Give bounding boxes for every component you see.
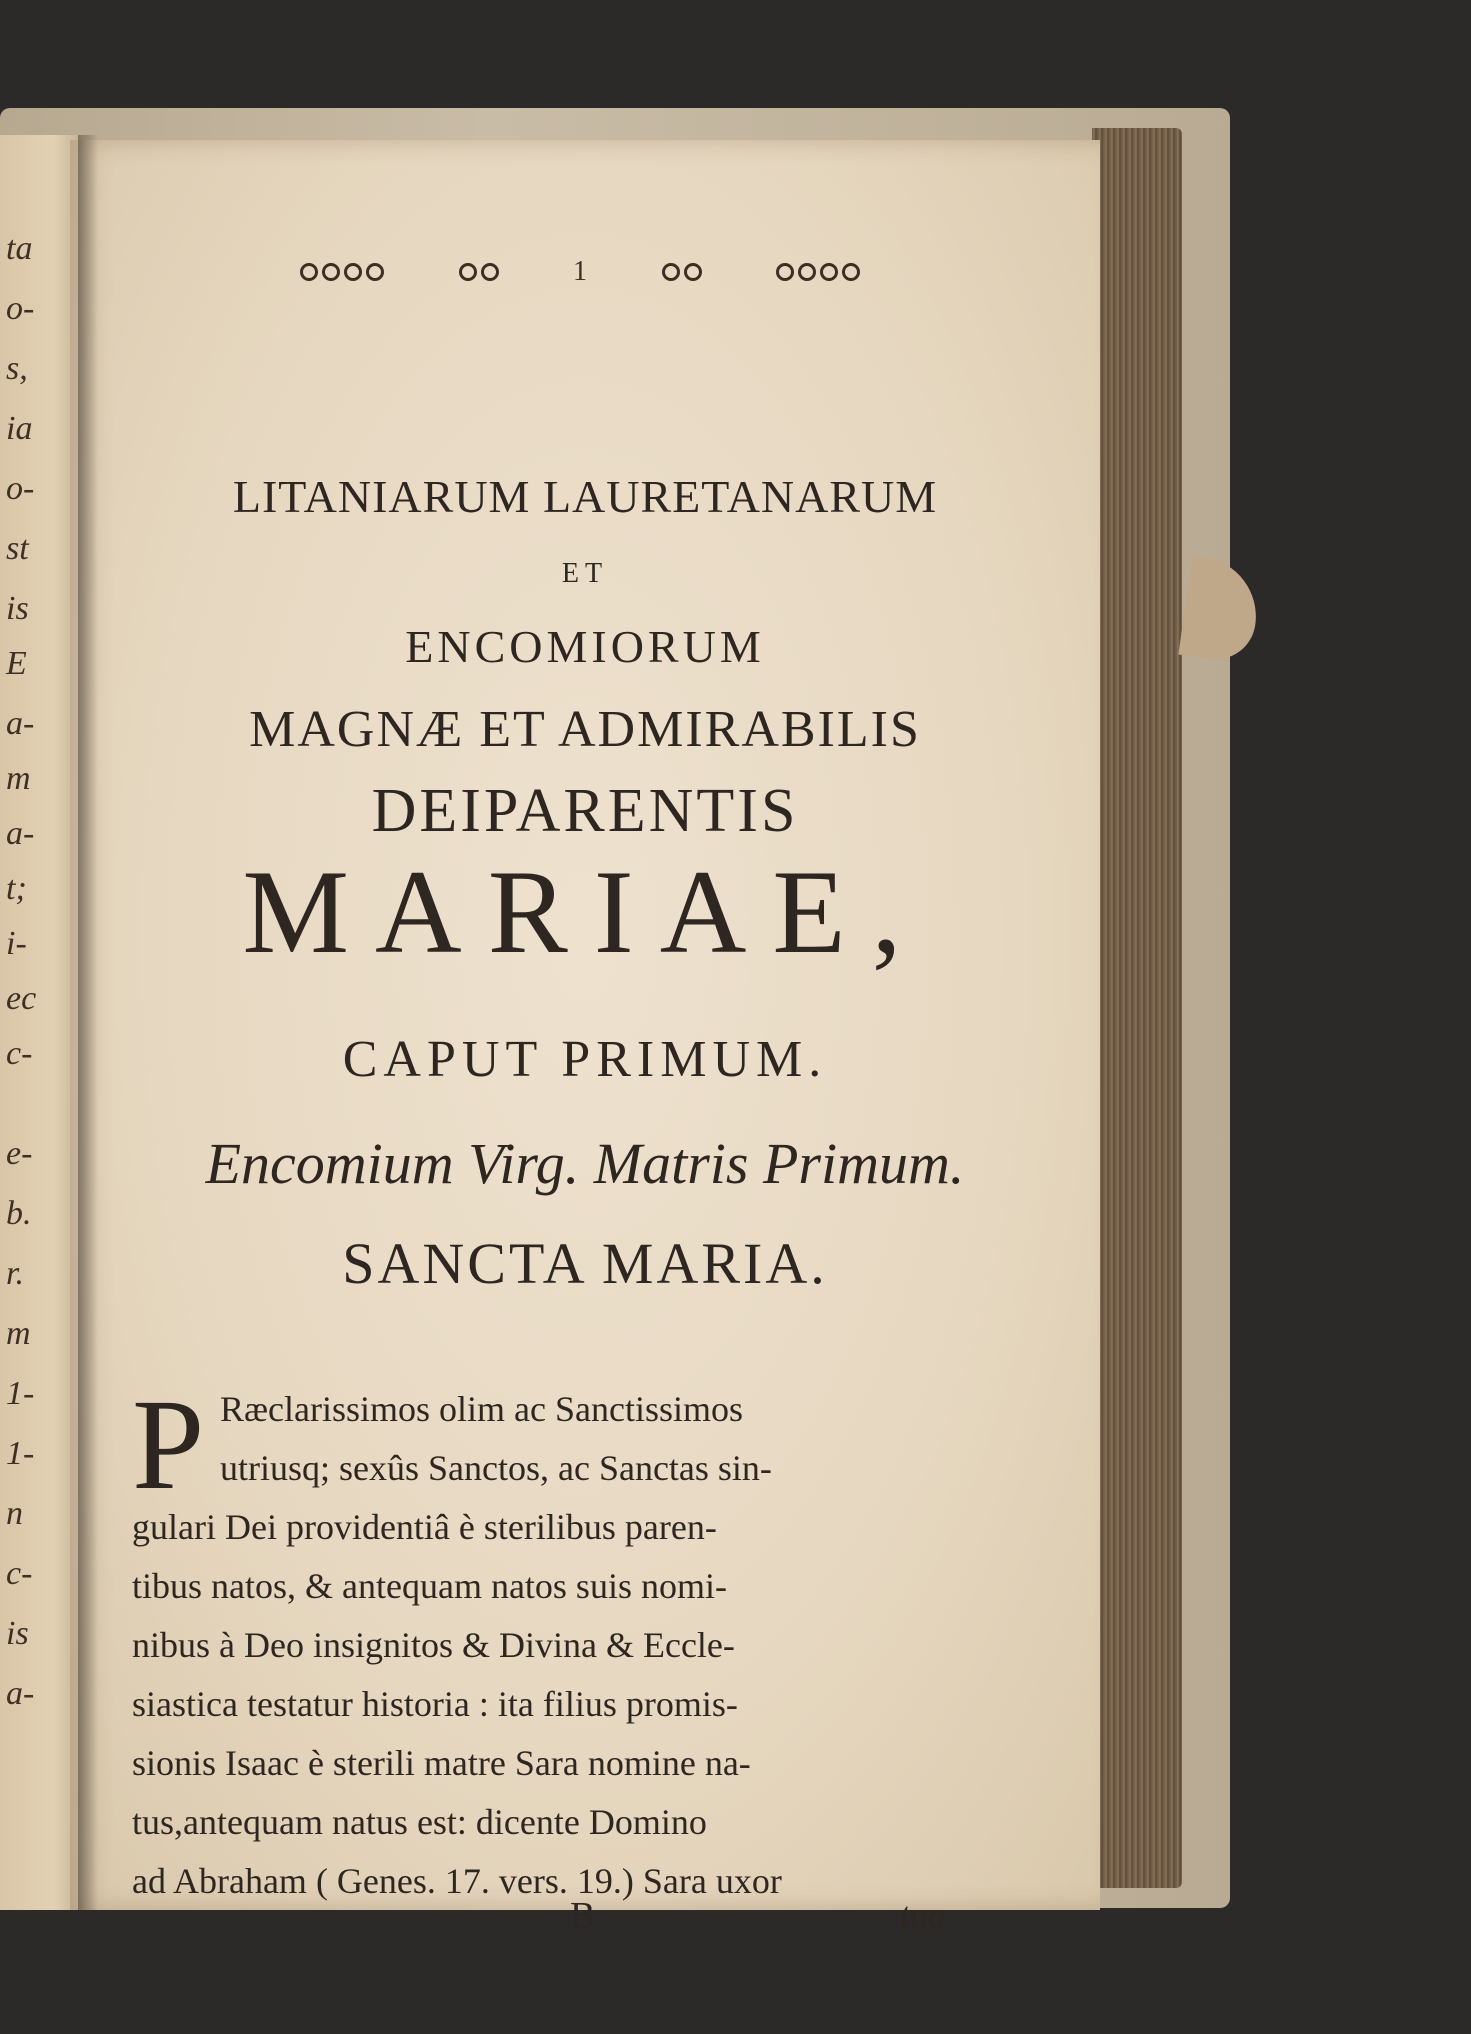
left-fragment: is	[6, 1615, 29, 1652]
body-line: siastica testatur historia : ita filius promis-	[132, 1684, 738, 1724]
headpiece-ornament	[300, 248, 860, 296]
body-line: tibus natos, & antequam natos suis nomi-	[132, 1566, 727, 1606]
body-line: tus,antequam natus est: dicente Domino	[132, 1802, 707, 1842]
title-line: LITANIARUM LAURETANARUM	[232, 471, 938, 522]
left-fragment: ia	[6, 410, 33, 447]
left-fragment: c-	[6, 1035, 33, 1072]
left-fragment: ec	[6, 980, 37, 1017]
left-fragment: a-	[6, 705, 35, 742]
left-fragment: n	[6, 1495, 23, 1532]
left-fragment: is	[6, 590, 29, 627]
fleuron-ornament-icon	[300, 263, 384, 281]
spine-shadow	[78, 135, 98, 1910]
left-fragment: e-	[6, 1135, 33, 1172]
fleuron-ornament-icon	[662, 263, 702, 281]
title-line: ENCOMIORUM	[405, 621, 765, 672]
left-fragment: st	[6, 530, 29, 567]
left-fragment: a-	[6, 815, 35, 852]
left-fragment: o-	[6, 470, 35, 507]
page-edges	[1092, 128, 1182, 1888]
title-main: MARIAE,	[242, 845, 928, 978]
left-fragment: m	[6, 760, 31, 797]
chapter-heading: CAPUT PRIMUM.	[342, 1031, 828, 1088]
body-line: sionis Isaac è sterili matre Sara nomine na-	[132, 1743, 751, 1783]
right-page	[70, 140, 1100, 1937]
left-fragment: s,	[6, 350, 28, 387]
fleuron-ornament-icon	[459, 263, 499, 281]
left-fragment: m	[6, 1315, 31, 1352]
body-line: Ræclarissimos olim ac Sanctissimos	[220, 1389, 743, 1429]
left-fragment: t;	[6, 870, 27, 907]
signature-mark: B	[570, 1895, 596, 1937]
left-fragment: a-	[6, 1675, 35, 1712]
body-line: utriusq; sexûs Sanctos, ac Sanctas sin-	[220, 1448, 772, 1488]
left-fragment: r.	[6, 1255, 24, 1292]
fleuron-ornament-icon	[776, 263, 860, 281]
section-title: SANCTA MARIA.	[342, 1231, 828, 1296]
left-fragment: o-	[6, 290, 35, 327]
body-line: ad Abraham ( Genes. 17. vers. 19.) Sara uxor	[132, 1861, 782, 1901]
body-line: nibus à Deo insignitos & Divina & Eccle-	[132, 1625, 735, 1665]
left-fragment: ta	[6, 230, 33, 267]
catchword: tua	[900, 1895, 947, 1935]
left-fragment: 1-	[6, 1435, 35, 1472]
drop-cap: P	[132, 1373, 205, 1517]
page-number: 1	[573, 256, 587, 287]
body-paragraph	[132, 1373, 1032, 1911]
body-line: gulari Dei providentiâ è sterilibus paren-	[132, 1507, 717, 1547]
left-fragment: b.	[6, 1195, 32, 1232]
left-fragment: E	[6, 645, 27, 682]
left-fragment: c-	[6, 1555, 33, 1592]
title-line: DEIPARENTIS	[371, 777, 799, 845]
title-line: MAGNÆ ET ADMIRABILIS	[249, 701, 921, 758]
bookmark-ribbon	[1178, 555, 1263, 664]
left-fragment: i-	[6, 925, 27, 962]
section-heading: Encomium Virg. Matris Primum.	[205, 1131, 965, 1196]
left-fragment: 1-	[6, 1375, 35, 1412]
title-line: ET	[561, 558, 609, 589]
